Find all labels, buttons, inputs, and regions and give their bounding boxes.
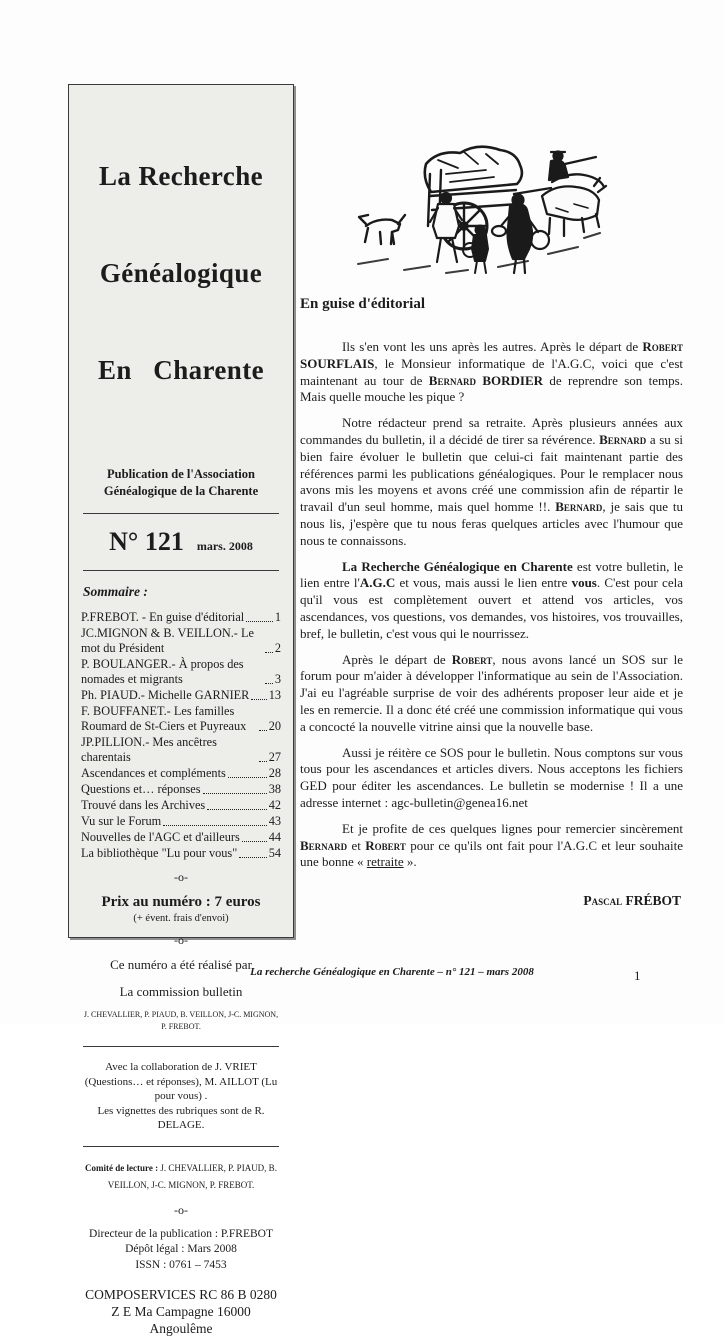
masthead-sidebar [68, 84, 294, 1337]
printer-name: COMPOSERVICES RC 86 B 0280 [85, 1287, 277, 1303]
toc-entry [81, 846, 281, 861]
journal-subtitle: Publication de l'Association Généalogique de la Charente [103, 467, 259, 499]
toc-entry-page: 13 [268, 688, 281, 703]
editorial-paragraph: Notre rédacteur prend sa retraite. Après plusieurs années aux commandes du bulletin, il a décidé de tirer sa révérence. Bernard a su si bien faire évoluer le bulletin que celui-ci fait maintenant partie des références parmi les publications généalogiques. Pour le remplacer nous avons mis les moyens et avons créé une commission afin de répartir le travail d'un seul homme, mais quel homme !!. Bernard, je sais que tu nous lis, j'espère que tu nous feras quelques articles avec l'humour que nous te connaissons. [300, 415, 683, 548]
issn-line: ISSN : 0761 – 7453 [135, 1258, 227, 1271]
editorial-paragraph: Après le départ de Robert, nous avons lancé un SOS sur le forum pour m'aider à développer l'informatique au sein de l'Association. J'ai eu l'agréable surprise de voir des adhérents proposer leur aide et je les en remercie. Il a donc été créé une commission informatique qui vous a concocté la nouvelle vitrine ainsi que la nouvelle base. [300, 651, 683, 734]
publication-info [81, 1227, 281, 1274]
toc-entry-page: 27 [268, 750, 281, 765]
ornament-divider: -o- [174, 933, 188, 948]
made-by-line: Ce numéro a été réalisé par [110, 957, 252, 973]
commission-members: J. CHEVALLIER, P. PIAUD, B. VEILLON, J-C. MIGNON, P. FREBOT. [83, 1010, 279, 1032]
editorial-paragraph: La Recherche Généalogique en Charente est votre bulletin, le lien entre l'A.G.C et vous, mais aussi le lien entre vous. C'est pour cela qu'il vous est complètement ouvert et attend vos articles, vos ascendances, vos questions, vos demandes, vos histoires, vos trouvailles, bref, le bulletin, c'est vous qui le nourrissez. [300, 558, 683, 641]
printer-address: Z E Ma Campagne 16000 Angoulême [111, 1304, 251, 1337]
toc-dot-leader [242, 841, 267, 842]
issue-line [81, 527, 281, 557]
toc-entry-label: Vu sur le Forum [81, 814, 162, 829]
legal-deposit: Dépôt légal : Mars 2008 [125, 1243, 237, 1256]
toc-entry-page: 28 [268, 766, 281, 781]
reading-committee: Comité de lecture : J. CHEVALLIER, P. PIAUD, B. VEILLON, J-C. MIGNON, P. FREBOT. [85, 1162, 277, 1190]
toc-entry-label: F. BOUFFANET.- Les familles Roumard de St-Ciers et Puyreaux [81, 704, 247, 734]
toc-entry-page: 54 [268, 846, 281, 861]
journal-title-line: Généalogique [99, 257, 263, 288]
editorial-column [300, 296, 683, 909]
divider-rule [83, 513, 279, 514]
footer-running-title: La recherche Généalogique en Charente – n° 121 – mars 2008 [250, 966, 534, 978]
toc-entry [81, 610, 281, 625]
issue-number: N° 121 [109, 527, 184, 557]
editorial-paragraph: Aussi je réitère ce SOS pour le bulletin. Nous comptons sur vous tous pour les ascendances et articles divers. Nous acceptons les fichiers GED pour éditer les ascendances. Le bulletin se modernise ! Il a une adresse internet : agc-bulletin@genea16.net [300, 744, 683, 810]
oxen-sketch [542, 174, 606, 236]
toc-entry-label: Nouvelles de l'AGC et d'ailleurs [81, 830, 240, 845]
dog-sketch [359, 215, 405, 244]
page-number: 1 [634, 968, 641, 983]
toc-entry [81, 782, 281, 797]
toc-dot-leader [251, 699, 266, 700]
journal-title-line: En Charente [98, 355, 264, 386]
toc-entry-label: JP.PILLION.- Mes ancêtres charentais [81, 735, 217, 765]
toc-dot-leader [259, 730, 267, 731]
price-note: (+ évent. frais d'envoi) [133, 913, 229, 925]
toc-entry-page: 3 [274, 672, 281, 687]
publication-director: Directeur de la publication : P.FREBOT [89, 1227, 273, 1240]
toc-dot-leader [265, 652, 273, 653]
toc-entry-label: P.FREBOT. - En guise d'éditorial [81, 610, 245, 625]
vignettes-credit: Les vignettes des rubriques sont de R. DELAGE. [97, 1104, 265, 1132]
toc-dot-leader [265, 683, 273, 684]
divider-rule [83, 1146, 279, 1147]
price-line: Prix au numéro : 7 euros [101, 894, 261, 911]
editorial-paragraph: Ils s'en vont les uns après les autres. Après le départ de Robert SOURFLAIS, le Monsieur informatique de l'A.G.C, voici que c'est maintenant au tour de Bernard BORDIER de reprendre son temps. Mais quelle mouche les pique ? [300, 339, 683, 405]
journal-title-line: La Recherche [98, 160, 263, 191]
toc-dot-leader [228, 777, 267, 778]
toc-entry-page: 44 [268, 830, 281, 845]
toc-entry-page: 2 [274, 641, 281, 656]
toc-entry-label: La bibliothèque "Lu pour vous" [81, 846, 238, 861]
divider-rule [83, 570, 279, 571]
issue-date: mars. 2008 [196, 539, 253, 554]
ornament-divider: -o- [174, 1202, 188, 1217]
ornament-divider: -o- [174, 870, 188, 885]
toc-entry [81, 830, 281, 845]
toc-dot-leader [246, 621, 273, 622]
toc-entry [81, 657, 281, 687]
editorial-heading: En guise d'éditorial [300, 296, 426, 312]
journal-title [81, 95, 281, 451]
editorial-paragraph: Et je profite de ces quelques lignes pour remercier sincèrement Bernard et Robert pour ce qu'ils ont fait pour l'A.G.C et leur souhaite une bonne « retraite ». [300, 820, 683, 870]
toc-dot-leader [259, 761, 267, 762]
author-signature: Pascal FRÉBOT [583, 893, 681, 909]
divider-rule [83, 1046, 279, 1047]
toc-entry-page: 38 [268, 782, 281, 797]
toc-entry-label: P. BOULANGER.- À propos des nomades et migrants [81, 657, 244, 687]
toc-entry-label: Questions et… réponses [81, 782, 201, 797]
toc-entry [81, 704, 281, 734]
toc-entry-label: Trouvé dans les Archives [81, 798, 206, 813]
toc-dot-leader [207, 809, 266, 810]
toc-dot-leader [239, 857, 266, 858]
toc-dot-leader [163, 825, 266, 826]
toc-entry-page: 20 [268, 719, 281, 734]
toc-entry-page: 42 [268, 798, 281, 813]
nomad-caravan-illustration [346, 134, 608, 280]
toc-entry [81, 626, 281, 656]
commission-line: La commission bulletin [119, 984, 243, 1000]
toc-entry-label: Ascendances et compléments [81, 766, 226, 781]
toc-entry [81, 735, 281, 765]
toc-entry-page: 43 [268, 814, 281, 829]
toc-entry [81, 814, 281, 829]
toc-heading: Sommaire : [83, 584, 148, 600]
table-of-contents [81, 610, 281, 861]
toc-entry-label: JC.MIGNON & B. VEILLON.- Le mot du Président [81, 626, 254, 656]
toc-entry [81, 688, 281, 703]
printer-info [81, 1287, 281, 1338]
toc-entry-label: Ph. PIAUD.- Michelle GARNIER [81, 688, 250, 703]
toc-entry [81, 766, 281, 781]
toc-dot-leader [203, 793, 267, 794]
toc-entry-page: 1 [274, 610, 281, 625]
collaboration-text: Avec la collaboration de J. VRIET (Questions… et réponses), M. AILLOT (Lu pour vous) . [84, 1061, 278, 1103]
collaboration-note [81, 1060, 281, 1133]
toc-entry [81, 798, 281, 813]
